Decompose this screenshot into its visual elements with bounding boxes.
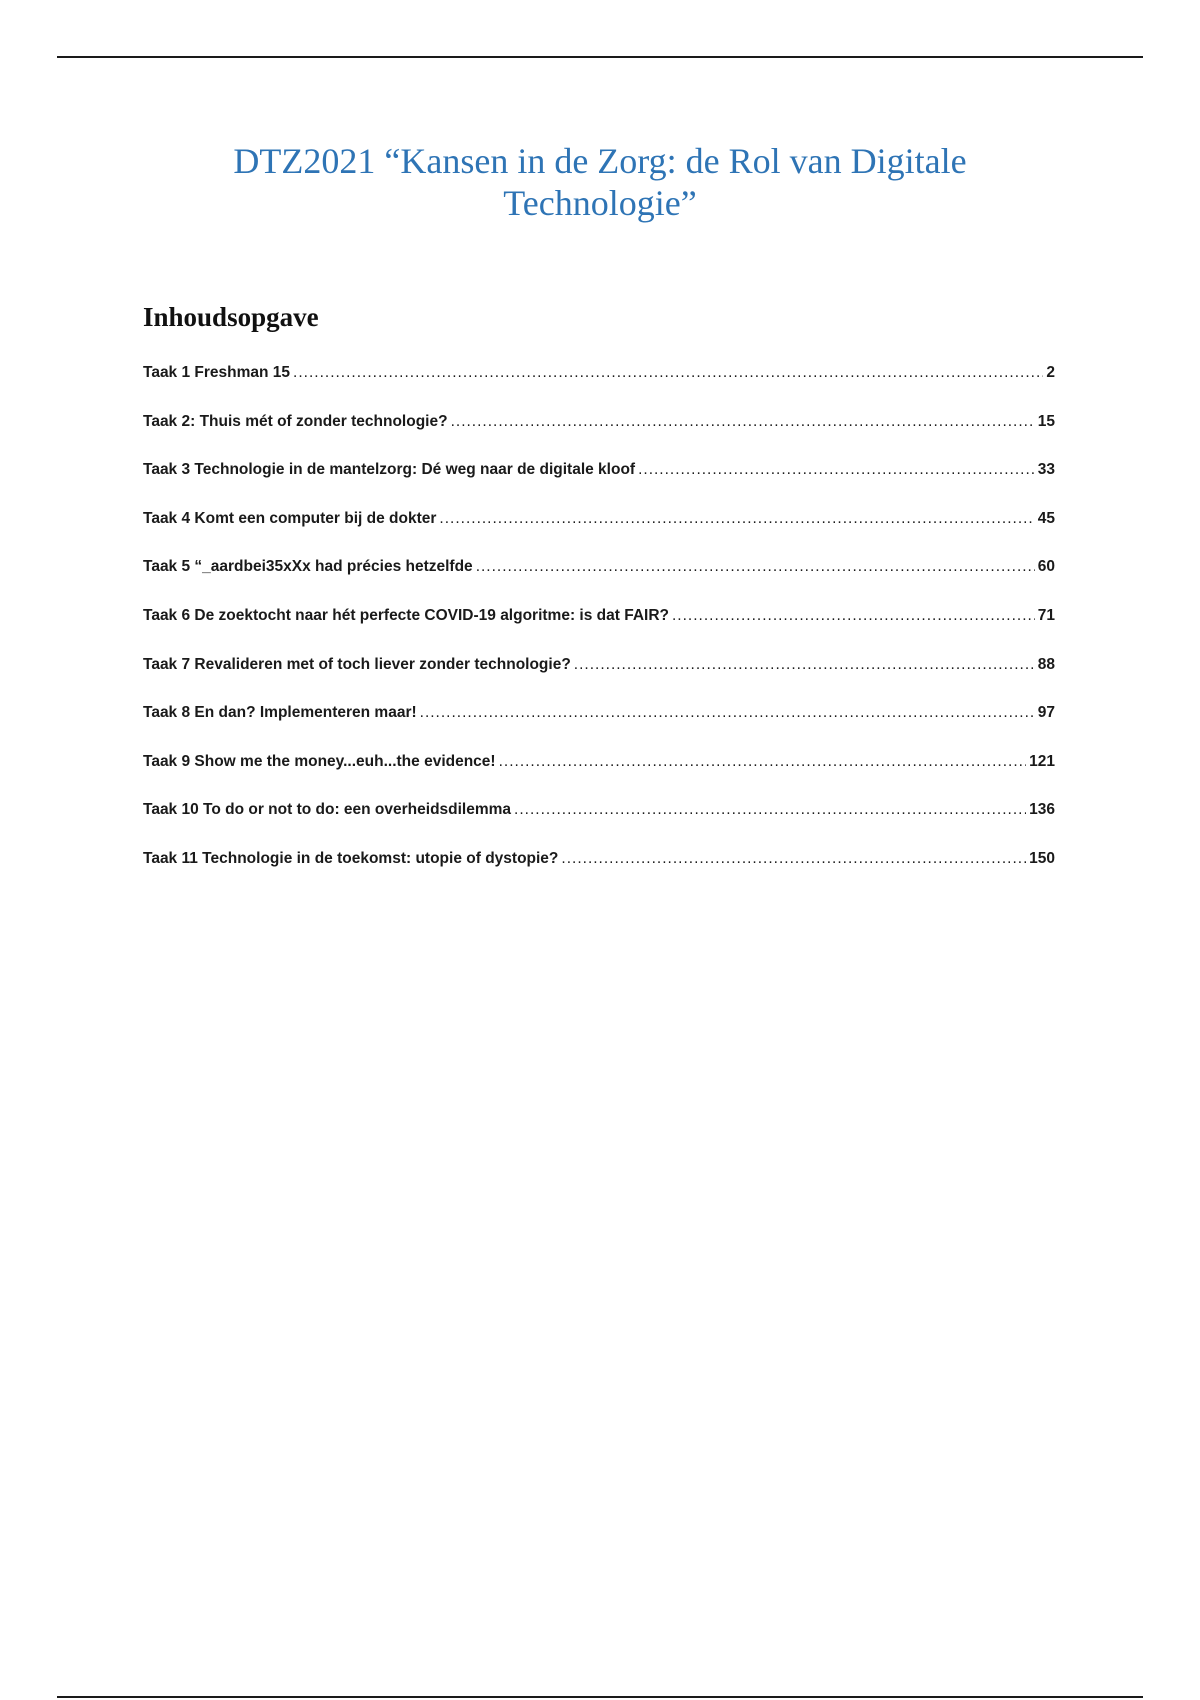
- toc-entry[interactable]: [143, 656, 1055, 705]
- toc-entry-label: Taak 5 “_aardbei35xXx had précies hetzelfde: [143, 558, 473, 576]
- toc-entry-page: 88: [1037, 655, 1055, 673]
- toc-dot-leader: [420, 704, 1035, 722]
- toc-entry-label: Taak 4 Komt een computer bij de dokter: [143, 509, 437, 527]
- toc-entry-page: 97: [1037, 704, 1055, 722]
- toc-entry-page: 15: [1037, 412, 1055, 430]
- toc-entry-label: Taak 11 Technologie in de toekomst: utopie of dystopie?: [143, 849, 559, 867]
- toc-dot-leader: [499, 753, 1027, 771]
- toc-entry-page: 45: [1037, 509, 1055, 527]
- toc-dot-leader: [672, 607, 1035, 625]
- footer-rule: [57, 1696, 1143, 1698]
- toc-entry-page: 60: [1037, 558, 1055, 576]
- toc-entry[interactable]: [143, 364, 1055, 413]
- toc-entry[interactable]: [143, 413, 1055, 462]
- toc-dot-leader: [476, 558, 1035, 576]
- toc-entry-label: Taak 3 Technologie in de mantelzorg: Dé weg naar de digitale kloof: [143, 461, 636, 479]
- toc-entry-page: 71: [1037, 606, 1055, 624]
- toc-entry-page: 33: [1037, 461, 1055, 479]
- toc-entry[interactable]: [143, 607, 1055, 656]
- toc-entry-page: 2: [1046, 364, 1055, 381]
- toc-dot-leader: [561, 850, 1026, 868]
- toc-entry-label: Taak 6 De zoektocht naar hét perfecte COVID-19 algoritme: is dat FAIR?: [143, 606, 669, 624]
- toc-entry-page: 121: [1029, 752, 1055, 770]
- toc-entry-label: Taak 7 Revalideren met of toch liever zonder technologie?: [143, 655, 571, 673]
- toc-entry[interactable]: [143, 558, 1055, 607]
- toc-dot-leader: [514, 801, 1026, 819]
- toc-entry[interactable]: [143, 850, 1055, 899]
- toc-entry-label: Taak 10 To do or not to do: een overheidsdilemma: [143, 801, 512, 819]
- toc-dot-leader: [638, 461, 1035, 479]
- toc-dot-leader: [439, 510, 1034, 528]
- toc-dot-leader: [293, 364, 1043, 382]
- toc-entry[interactable]: [143, 461, 1055, 510]
- header-rule: [57, 56, 1143, 58]
- toc-entry[interactable]: [143, 704, 1055, 753]
- toc-heading: Inhoudsopgave: [143, 302, 319, 332]
- toc-entry-label: Taak 2: Thuis mét of zonder technologie?: [143, 412, 448, 430]
- toc-entry-label: Taak 1 Freshman 15: [143, 364, 291, 381]
- toc-entry-page: 150: [1029, 849, 1055, 867]
- toc-dot-leader: [451, 413, 1035, 431]
- toc-entry-page: 136: [1029, 801, 1055, 819]
- table-of-contents: [143, 364, 1055, 899]
- toc-entry-label: Taak 8 En dan? Implementeren maar!: [143, 704, 417, 722]
- toc-entry-label: Taak 9 Show me the money...euh...the evidence!: [143, 752, 496, 770]
- toc-entry[interactable]: [143, 753, 1055, 802]
- toc-entry[interactable]: [143, 801, 1055, 850]
- toc-entry[interactable]: [143, 510, 1055, 559]
- toc-dot-leader: [574, 656, 1035, 674]
- document-title: DTZ2021 “Kansen in de Zorg: de Rol van Digitale Technologie”: [233, 141, 967, 223]
